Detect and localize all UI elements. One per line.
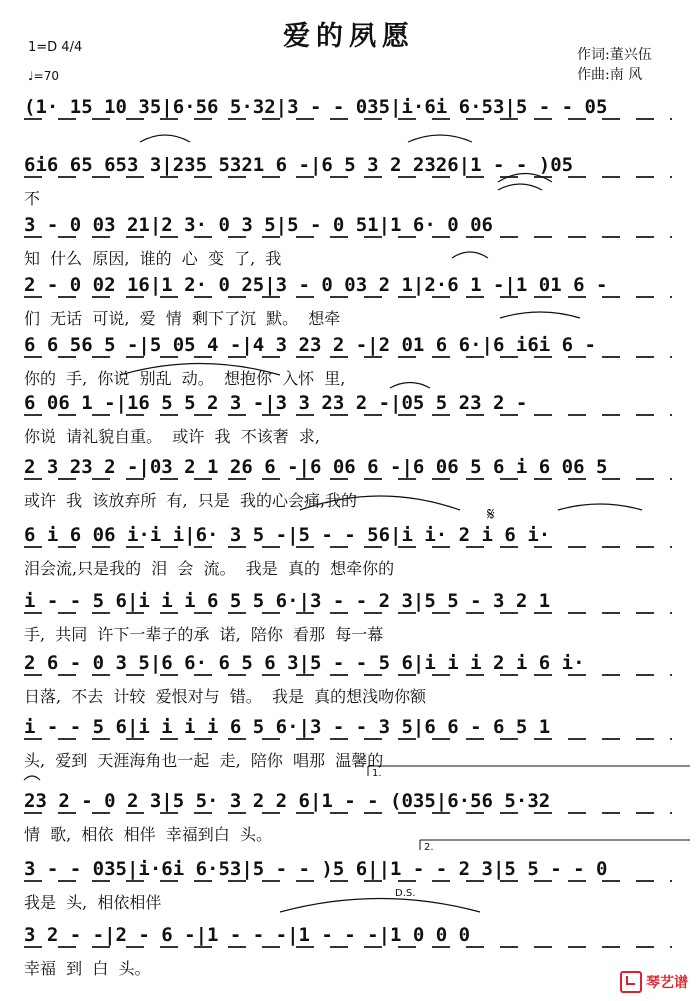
underline-beams (24, 414, 672, 416)
notation-line: i - - 5 6|i i i i 6 5 6·|3 - - 3 5|6 6 - 6 5 1 (24, 716, 551, 738)
lyric-line: 我是 头, 相依相伴 (24, 892, 162, 912)
logo-text: 琴艺谱 (646, 975, 688, 991)
underline-beams (24, 296, 672, 298)
second-ending-mark: 2. (424, 842, 434, 853)
underline-beams (24, 478, 672, 480)
lyric-line: 手, 共同 许下一辈子的承 诺, 陪你 看那 每一幕 (24, 624, 384, 644)
underline-beams (24, 612, 672, 614)
lyric-line: 你的 手, 你说 别乱 动。 想抱你 入怀 里, (24, 368, 346, 388)
lyric-line: 知 什么 原因, 谁的 心 变 了, 我 (24, 248, 282, 268)
watermark-logo (620, 971, 688, 993)
tempo-marking: ♩=70 (28, 69, 59, 83)
notation-line: 3 2 - -|2 - 6 -|1 - - -|1 - - -|1 0 0 0 (24, 924, 471, 946)
lyric-line: 头, 爱到 天涯海角也一起 走, 陪你 唱那 温馨的 (24, 750, 384, 770)
lyric-line: 情 歌, 相依 相伴 幸福到白 头。 (24, 824, 272, 844)
lyric-line (24, 128, 672, 150)
notation-line: 23 2 - 0 2 3|5 5· 3 2 2 6|1 - - (035|6·56 5·32 (24, 790, 551, 812)
lyric-line: 不 (24, 188, 41, 208)
slur (24, 776, 40, 780)
notation-line: i - - 5 6|i i i 6 5 5 6·|3 - - 2 3|5 5 - 3 2 1 (24, 590, 551, 612)
underline-beams (24, 880, 672, 882)
underline-beams (24, 356, 672, 358)
notation-line: 3 - - 035|i·6i 6·53|5 - - )5 6||1 - - 2 3|5 5 - - 0 (24, 858, 608, 880)
underline-beams (24, 738, 672, 740)
lyricist-credit: 作词:董兴伍 (577, 47, 652, 63)
lyric-line: 们 无话 可说, 爱 情 剩下了沉 默。 想牵 (24, 308, 341, 328)
notation-line: 6 6 56 5 -|5 05 4 -|4 3 23 2 -|2 01 6 6·|6 i6i 6 - (24, 334, 596, 356)
underline-beams (24, 176, 672, 178)
page-title: 爱的夙愿 (283, 21, 415, 52)
underline-beams (24, 546, 672, 548)
composer-credit: 作曲:南 风 (577, 67, 643, 83)
lyric-line: 幸福 到 白 头。 (24, 958, 151, 978)
notation-line: 6 i 6 06 i·i i|6· 3 5 -|5 - - 56|i i· 2 i 6 i· (24, 524, 551, 546)
lyric-line: 你说 请礼貌自重。 或许 我 不该奢 求, (24, 426, 320, 446)
underline-beams (24, 674, 672, 676)
notation-line: 6 06 1 -|16 5 5 2 3 -|3 3 23 2 -|05 5 23 2 - (24, 392, 528, 414)
ds-mark: D.S. (395, 888, 416, 899)
notation-line: 6i6 65 653 3|235 5321 6 -|6 5 3 2 2326|1 - - )05 (24, 154, 574, 176)
logo-icon (620, 971, 642, 993)
underline-beams (24, 812, 672, 814)
segno-mark: 𝄋 (487, 504, 495, 525)
underline-beams (24, 946, 672, 948)
lyric-line: 泪会流,只是我的 泪 会 流。 我是 真的 想牵你的 (24, 558, 395, 578)
key-signature: 1=D 4/4 (28, 40, 83, 55)
notation-line: 2 6 - 0 3 5|6 6· 6 5 6 3|5 - - 5 6|i i i 2 i 6 i· (24, 652, 585, 674)
notation-line: 3 - 0 03 21|2 3· 0 3 5|5 - 0 51|1 6· 0 06 (24, 214, 493, 236)
first-ending-mark: 1. (372, 768, 382, 779)
notation-line: 2 - 0 02 16|1 2· 0 25|3 - 0 03 2 1|2·6 1 -|1 01 6 - (24, 274, 608, 296)
lyric-line: 日落, 不去 计较 爱恨对与 错。 我是 真的想浅吻你额 (24, 686, 427, 706)
notation-line: 2 3 23 2 -|03 2 1 26 6 -|6 06 6 -|6 06 5 6 i 6 06 5 (24, 456, 608, 478)
notation-line: (1· 15 10 35|6·56 5·32|3 - - 035|i·6i 6·53|5 - - 05 (24, 96, 608, 118)
lyric-line: 或许 我 该放弃所 有, 只是 我的心会痛,我的 (24, 490, 358, 510)
underline-beams (24, 236, 672, 238)
underline-beams (24, 118, 672, 120)
